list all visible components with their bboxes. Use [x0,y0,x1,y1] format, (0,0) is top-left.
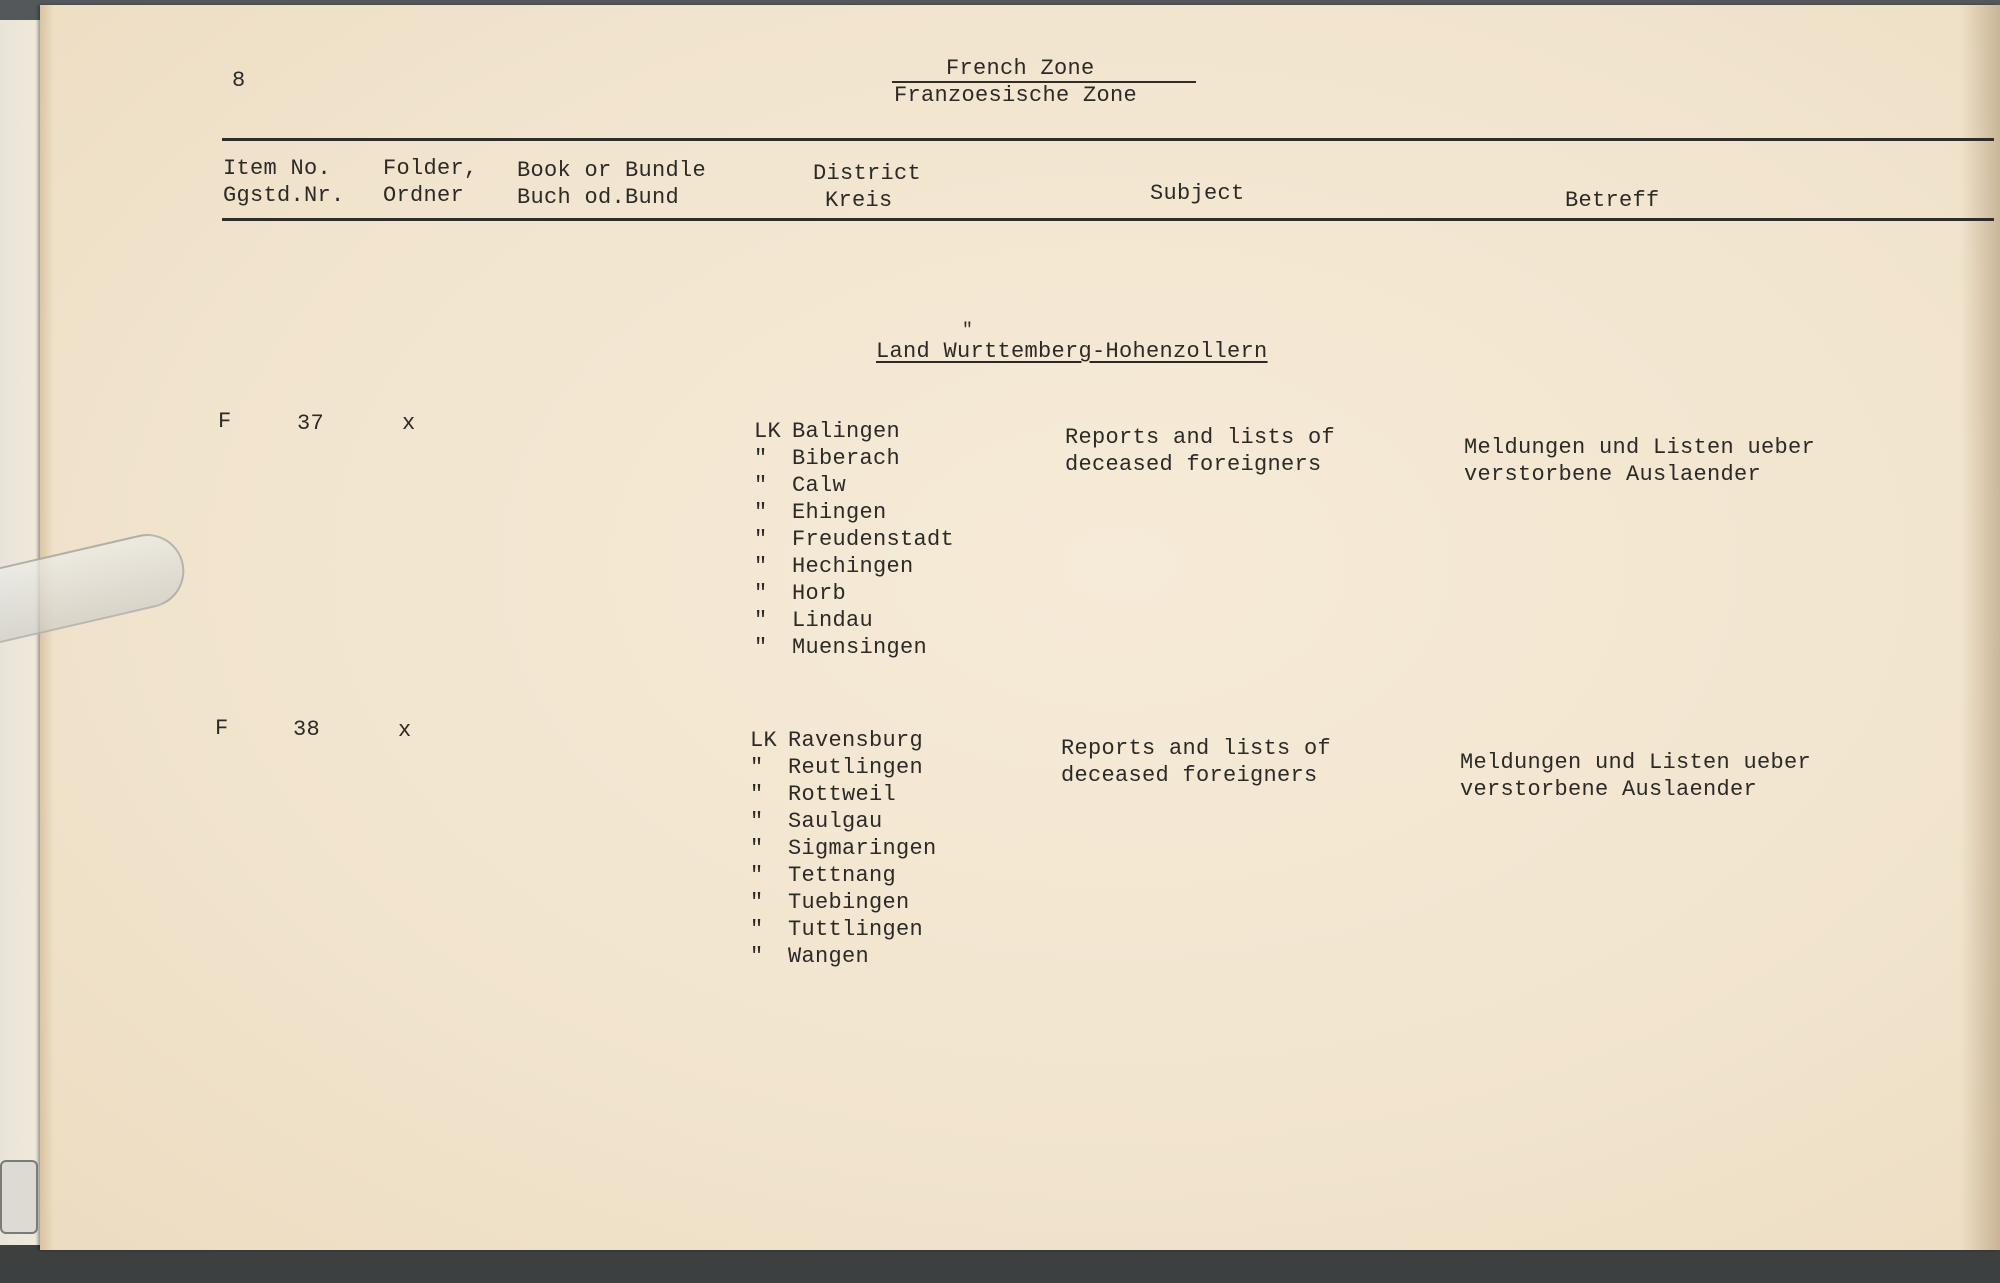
district-list [750,727,937,970]
entry-folder-mark: x [402,411,416,436]
district-item: " Freudenstadt [754,527,955,552]
entry-subject: Reports and lists of deceased foreigners [1065,425,1336,477]
district-item: " Tuebingen [750,890,910,915]
column-header-folder-en: Folder, [383,156,478,181]
ditto-mark: " [754,500,768,525]
district-prefix: LK [754,419,782,444]
corner-stamp [0,1160,38,1234]
column-header-district-de: Kreis [825,188,893,213]
district-item: LK Balingen [754,419,901,444]
district-item: " Sigmaringen [750,836,937,861]
header-top-rule [222,138,1994,141]
district-item: " Ehingen [754,500,887,525]
ditto-mark: " [750,863,764,888]
district-prefix: LK [750,728,778,753]
column-header-district-en: District [813,161,922,186]
column-header-folder [383,155,478,209]
entry-prefix: F [218,409,232,434]
ditto-mark: " [750,944,764,969]
section-heading-umlaut: " [962,321,974,341]
district-item: " Rottweil [750,782,897,807]
entry-folder-mark: x [398,718,412,743]
header-bottom-rule [222,218,1994,221]
district-item: " Biberach [754,446,901,471]
column-header-item [223,155,345,209]
district-item: " Tettnang [750,863,897,888]
column-header-book [517,157,706,211]
district-item: " Hechingen [754,554,914,579]
ditto-mark: " [750,755,764,780]
district-item: " Saulgau [750,809,883,834]
ditto-mark: " [750,782,764,807]
district-list [754,418,954,661]
district-item: " Calw [754,473,847,498]
ditto-mark: " [754,635,768,660]
entry-subject: Reports and lists of deceased foreigners [1061,736,1332,788]
ditto-mark: " [750,890,764,915]
ditto-mark: " [754,581,768,606]
entry-prefix: F [215,716,229,741]
zone-title-en: French Zone [946,56,1095,81]
column-header-subject: Subject [1150,181,1245,206]
district-item: " Wangen [750,944,870,969]
ditto-mark: " [754,554,768,579]
district-item: " Horb [754,581,847,606]
ditto-mark: " [750,836,764,861]
district-item: " Tuttlingen [750,917,924,942]
entry-betreff: Meldungen und Listen ueber verstorbene Auslaender [1460,750,1812,802]
column-header-item-en: Item No. [223,156,332,181]
ditto-mark: " [754,446,768,471]
zone-title-de: Franzoesische Zone [894,83,1138,108]
column-header-betreff: Betreff [1565,188,1660,213]
entry-betreff: Meldungen und Listen ueber verstorbene Auslaender [1464,435,1816,487]
column-header-district [813,160,921,214]
section-heading: Land Wurttemberg-Hohenzollern [876,339,1268,364]
ditto-mark: " [750,809,764,834]
district-item: " Muensingen [754,635,928,660]
column-header-folder-de: Ordner [383,183,465,208]
column-header-book-de: Buch od.Bund [517,185,680,210]
ditto-mark: " [754,473,768,498]
document-page [40,5,2000,1250]
ditto-mark: " [754,608,768,633]
ditto-mark: " [754,527,768,552]
entry-number: 37 [297,411,325,436]
page-number: 8 [232,68,246,93]
entry-number: 38 [293,717,321,742]
district-item: LK Ravensburg [750,728,924,753]
ditto-mark: " [750,917,764,942]
district-item: " Lindau [754,608,874,633]
column-header-item-de: Ggstd.Nr. [223,183,345,208]
page-right-shadow [1960,5,2000,1250]
column-header-book-en: Book or Bundle [517,158,707,183]
district-item: " Reutlingen [750,755,924,780]
